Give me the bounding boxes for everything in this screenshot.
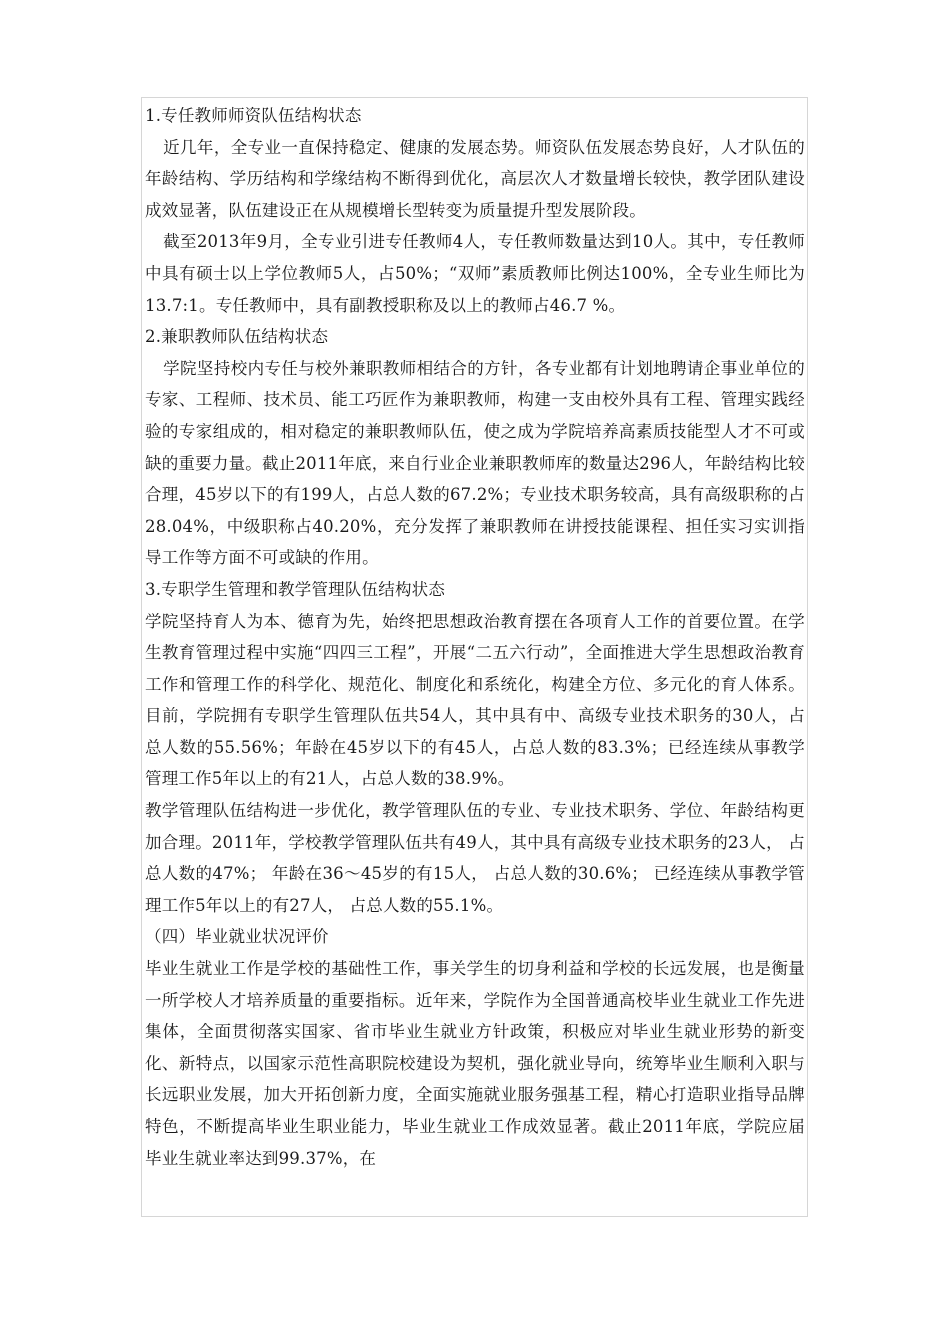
paragraph: 学院坚持校内专任与校外兼职教师相结合的方针，各专业都有计划地聘请企事业单位的专家、工程师、技术员、能工巧匠作为兼职教师，构建一支由校外具有工程、管理实践经验的专家组成的，相对稳定的兼职教师队伍，使之成为学院培养高素质技能型人才不可或缺的重要力量。截止2011年底，来自行业企业兼职教师库的数量达296人，年龄结构比较合理，45岁以下的有199人，占总人数的67.2%；专业技术职务较高，具有高级职称的占28.04%，中级职称占40.20%，充分发挥了兼职教师在讲授技能课程、担任实习实训指导工作等方面不可或缺的作用。 (145, 358, 805, 568)
section-heading: （四）毕业就业状况评价 (145, 927, 329, 947)
document-body (142, 98, 807, 1174)
paragraph: 毕业生就业工作是学校的基础性工作，事关学生的切身利益和学校的长远发展，也是衡量一所学校人才培养质量的重要指标。近年来，学院作为全国普通高校毕业生就业工作先进集体，全面贯彻落实国家、省市毕业生就业方针政策，积极应对毕业生就业形势的新变化、新特点，以国家示范性高职院校建设为契机，强化就业导向，统筹毕业生顺利入职与长远职业发展，加大开拓创新力度，全面实施就业服务强基工程，精心打造职业指导品牌特色，不断提高毕业生职业能力，毕业生就业工作成效显著。截止2011年底，学院应届毕业生就业率达到99.37%，在 (145, 959, 805, 1168)
document-page-frame (141, 97, 808, 1217)
section-fulltime-teachers (145, 100, 805, 321)
paragraph: 教学管理队伍结构进一步优化，教学管理队伍的专业、专业技术职务、学位、年龄结构更加合理。2011年，学校教学管理队伍共有49人，其中具有高级专业技术职务的23人， 占总人数的47%； 年龄在36～45岁的有15人， 占总人数的30.6%； 已经连续从事教学管理工作5年以上的有27人， 占总人数的55.1%。 (145, 801, 805, 915)
section-heading: 1.专任教师师资队伍结构状态 (145, 106, 362, 125)
section-heading: 2.兼职教师队伍结构状态 (145, 327, 329, 347)
paragraph: 近几年，全专业一直保持稳定、健康的发展态势。师资队伍发展态势良好，人才队伍的年龄结构、学历结构和学缘结构不断得到优化，高层次人才数量增长较快，教学团队建设成效显著，队伍建设正在从规模增长型转变为质量提升型发展阶段。 (145, 137, 805, 220)
paragraph: 学院坚持育人为本、德育为先，始终把思想政治教育摆在各项育人工作的首要位置。在学生教育管理过程中实施“四四三工程”，开展“二五六行动”，全面推进大学生思想政治教育工作和管理工作的科学化、规范化、制度化和系统化，构建全方位、多元化的育人体系。目前，学院拥有专职学生管理队伍共54人，其中具有中、高级专业技术职务的30人，占总人数的55.56%；年龄在45岁以下的有45人，占总人数的83.3%；已经连续从事教学管理工作5年以上的有21人，占总人数的38.9%。 (145, 611, 805, 789)
section-heading: 3.专职学生管理和教学管理队伍结构状态 (145, 579, 446, 599)
section-management-staff (145, 574, 805, 922)
section-parttime-teachers (145, 321, 805, 574)
paragraph: 截至2013年9月，全专业引进专任教师4人，专任教师数量达到10人。其中，专任教师中具有硕士以上学位教师5人，占50%；“双师”素质教师比例达100%，全专业生师比为13.7:1。专任教师中，具有副教授职称及以上的教师占46.7 %。 (145, 232, 805, 315)
section-graduate-employment (145, 921, 805, 1174)
